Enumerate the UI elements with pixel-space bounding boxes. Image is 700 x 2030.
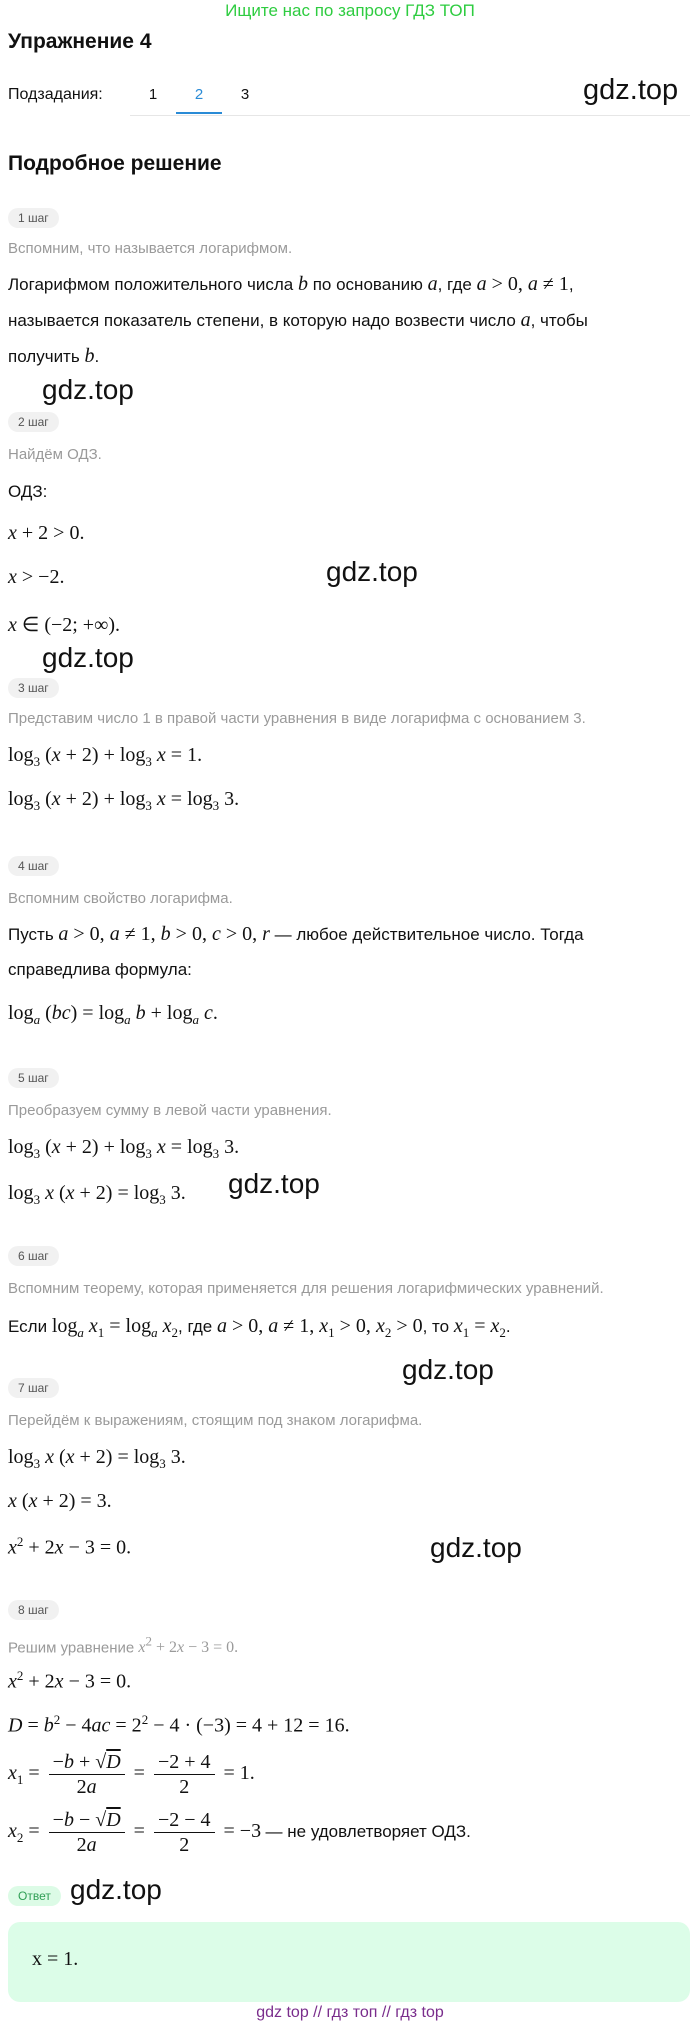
- section-title: Подробное решение: [8, 152, 222, 175]
- footer-sep: //: [313, 2004, 323, 2021]
- root-x2: $x_2$ = $\frac{-b - √D}{2a}$ = $\frac{-2 - 4}{2}$ = −3 — не удовлетворяет ОДЗ.: [8, 1809, 471, 1856]
- step-badge-4: 4 шаг: [8, 856, 59, 876]
- watermark: gdz.top: [42, 374, 134, 405]
- watermark: gdz.top: [583, 74, 679, 106]
- top-banner[interactable]: Ищите нас по запросу ГДЗ ТОП: [225, 1, 475, 20]
- eq-3-1: $\log_3 (x + 2) + \log_3 x = 1$.: [8, 744, 203, 769]
- watermark: gdz.top: [402, 1354, 494, 1385]
- eq-5-2: $\log_3 x$ $(x + 2) = \log_3 3$.: [8, 1182, 186, 1207]
- footer-link-3[interactable]: гдз top: [395, 2004, 444, 2021]
- odz-eq-1: x + 2 > 0.: [8, 522, 85, 544]
- step-badge-7: 7 шаг: [8, 1378, 59, 1398]
- subtasks-label: Подзадания:: [8, 86, 103, 103]
- root-x1: $x_1$ = $\frac{-b + √D}{2a}$ = $\frac{-2 + 4}{2}$ = 1.: [8, 1751, 255, 1798]
- footer-links: [0, 2004, 700, 2022]
- step-badge-3: 3 шаг: [8, 678, 59, 698]
- eq-7-1: $\log_3 x$ $(x + 2) = \log_3 3$.: [8, 1446, 186, 1471]
- step-hint-5: Преобразуем сумму в левой части уравнения.: [8, 1102, 332, 1119]
- watermark: gdz.top: [326, 556, 418, 587]
- odz-eq-2: x > −2.: [8, 566, 65, 588]
- step-badge-8: 8 шаг: [8, 1600, 59, 1620]
- log-definition-line-3: получить b.: [8, 345, 100, 367]
- answer-value: x = 1.: [32, 1948, 79, 1970]
- tab-subtask-3[interactable]: 3: [240, 86, 250, 103]
- subtasks-tabs: [130, 80, 268, 114]
- answer-badge: Ответ: [8, 1886, 61, 1906]
- discriminant: $D = b^2 - 4ac = 2^2 - 4 \cdot (-3) = 4 + 12 = 16$.: [8, 1712, 350, 1737]
- log-property-formula: $\log_a (bc) = \log_a b + \log_a c$.: [8, 1002, 218, 1027]
- tab-subtask-1[interactable]: 1: [148, 86, 158, 103]
- eq-8-1: $x^2 + 2x - 3 = 0$.: [8, 1668, 132, 1693]
- step-hint-1: Вспомним, что называется логарифмом.: [8, 240, 293, 257]
- step-hint-3: Представим число 1 в правой части уравнения в виде логарифма с основанием 3.: [8, 710, 586, 727]
- odz-eq-3: x ∈ (−2; +∞).: [8, 614, 121, 636]
- watermark: gdz.top: [430, 1532, 522, 1563]
- footer-link-1[interactable]: gdz top: [256, 2004, 309, 2021]
- odz-label: ОДЗ:: [8, 482, 48, 501]
- log-definition-line-2: называется показатель степени, в которую надо возвести число a, чтобы: [8, 309, 588, 331]
- eq-7-2: x (x + 2) = 3.: [8, 1490, 112, 1512]
- step-badge-2: 2 шаг: [8, 412, 59, 432]
- log-definition-line-1: Логарифмом положительного числа b по основанию a, где a > 0, a ≠ 1,: [8, 273, 574, 295]
- footer-link-2[interactable]: гдз топ: [326, 2004, 378, 2021]
- page-title: Упражнение 4: [8, 30, 152, 53]
- step-badge-6: 6 шаг: [8, 1246, 59, 1266]
- step-hint-8: Решим уравнение $x^2 + 2x - 3 = 0$.: [8, 1634, 239, 1657]
- property-line-2: справедлива формула:: [8, 960, 192, 979]
- eq-3-2: $\log_3 (x + 2) + \log_3 x = \log_3 3$.: [8, 788, 240, 813]
- tab-subtask-2[interactable]: 2: [176, 80, 222, 114]
- step-hint-7: Перейдём к выражениям, стоящим под знаком логарифма.: [8, 1412, 423, 1429]
- step-hint-2: Найдём ОДЗ.: [8, 446, 102, 463]
- step-hint-6: Вспомним теорему, которая применяется для решения логарифмических уравнений.: [8, 1280, 604, 1297]
- watermark: gdz.top: [70, 1874, 162, 1905]
- tabs-divider: [130, 115, 690, 116]
- eq-7-3: $x^2 + 2x - 3 = 0$.: [8, 1534, 132, 1559]
- property-line-1: Пусть a > 0, a ≠ 1, b > 0, c > 0, r — любое действительное число. Тогда: [8, 923, 584, 945]
- footer-sep: //: [381, 2004, 391, 2021]
- step-badge-5: 5 шаг: [8, 1068, 59, 1088]
- watermark: gdz.top: [42, 642, 134, 673]
- watermark: gdz.top: [228, 1168, 320, 1199]
- step-hint-4: Вспомним свойство логарифма.: [8, 890, 233, 907]
- step-badge-1: 1 шаг: [8, 208, 59, 228]
- answer-box: [8, 1922, 690, 2002]
- eq-5-1: $\log_3 (x + 2) + \log_3 x = \log_3 3$.: [8, 1136, 240, 1161]
- theorem-line: Если $\log_a x_1 = \log_a x_2$, где a > 0, a ≠ 1, $x_1 > 0$, $x_2 > 0$, то $x_1 = x_2$.: [8, 1315, 511, 1340]
